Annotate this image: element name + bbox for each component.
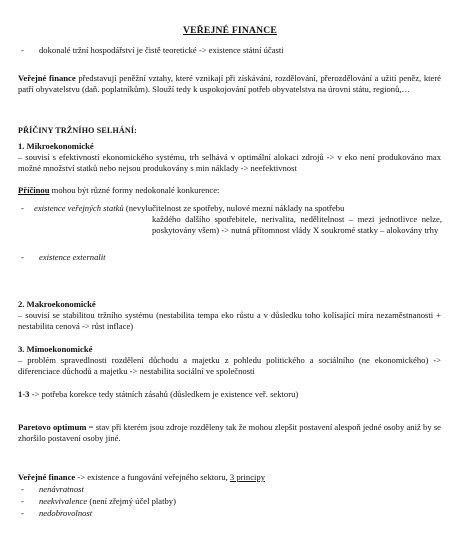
definition-text: představují peněžní vztahy, které vznikají při získávání, rozdělování, přerozdělování a užití peněz, které patří obyvatelstvu (daň. poplatníkům). Slouží tedy k uspokojování potřeb obyvatelstva na úrovni státu, regionů,…	[18, 73, 441, 94]
externalities-bullet	[39, 252, 106, 263]
bullet-dash: -	[21, 508, 24, 518]
causes-text: mohou být různé formy nedokonalé konkurence:	[49, 185, 220, 195]
micro-heading: 1. Mikroekonomické	[18, 141, 94, 151]
principles-link: 3 principy	[229, 472, 266, 482]
bullet-dash: -	[21, 496, 24, 506]
pareto-paragraph	[18, 422, 441, 444]
page-title: VEŘEJNÉ FINANCE	[183, 25, 277, 36]
principle-note: (není zřejmý účel platby)	[87, 496, 176, 506]
closing-term: Veřejné finance	[18, 472, 76, 482]
externalities-text: existence externalit	[39, 252, 106, 262]
definition-term: Veřejné finance	[18, 73, 76, 83]
public-goods-rest: každého dalšího spotřebitele, nerivalita, nedělitelnost – mezi jednotlivce nelze, poskytovány všem) -> nutná přítomnost vlády X soukromé statky – alokovány trhy	[152, 214, 442, 235]
non-economic-heading: 3. Mimoekonomické	[18, 344, 93, 354]
summary-line	[18, 389, 441, 400]
pareto-text: = stav při kterém jsou zdroje rozděleny tak že mohou zlepšit postavení alespoň jedné osoby aniž by se zhoršilo postavení osoby jiné.	[18, 422, 441, 443]
causes-line	[18, 185, 441, 196]
principle-item	[39, 484, 84, 495]
micro-text: – souvisí s efektivností ekonomického systému, trh selhává v optimální alokaci zdrojů -> v eko není produkováno max možné množství statků nebo nejsou produkovány s min náklady -> neefektivnost	[18, 152, 441, 173]
pareto-term: Paretovo optimum	[18, 422, 87, 432]
intro-bullet: dokonalé tržní hospodářství je čistě teoretické -> existence státní účasti	[39, 45, 284, 55]
closing-line	[18, 472, 441, 483]
macro-heading: 2. Makroekonomické	[18, 299, 96, 309]
principle-name: neekvivalence	[39, 496, 88, 506]
summary-label: 1-3	[18, 389, 30, 399]
definition-paragraph	[18, 73, 441, 95]
bullet-dash: -	[21, 252, 24, 262]
bullet-dash: -	[21, 45, 24, 55]
principle-name: nenávratnost	[39, 484, 84, 494]
public-goods-term: existence veřejných statků	[34, 203, 124, 213]
public-goods-first-text: (nevylučitelnost ze spotřeby, nulové mezní náklady na spotřebu	[123, 203, 345, 213]
principle-name: nedobrovolnost	[39, 508, 93, 518]
macro-text: – souvisí se stabilitou tržního systému (nestabilita tempa eko růstu a v důsledku toho kolísající míra nezaměstnanosti + nestabilita cenová -> růst inflace)	[18, 310, 441, 331]
bullet-dash: -	[21, 484, 24, 494]
summary-text: -> potřeba korekce tedy státních zásahů (důsledkem je existence veř. sektoru)	[29, 389, 299, 399]
bullet-dash: -	[21, 203, 24, 213]
principle-item	[39, 496, 176, 507]
section-heading: PŘÍČINY TRŽNÍHO SELHÁNÍ:	[18, 126, 138, 135]
causes-label: Příčinou	[18, 185, 50, 195]
closing-text: -> existence a fungování veřejného sektoru,	[75, 472, 230, 482]
principle-item	[39, 508, 92, 519]
public-goods-first-line	[34, 203, 442, 214]
non-economic-text: – problém spravedlnosti rozdělení důchodu a majetku z pohledu politického a sociálního (ne ekonomického) -> diferenciace důchodů a majetku -> nestabilita sociální ve společnosti	[18, 355, 441, 376]
